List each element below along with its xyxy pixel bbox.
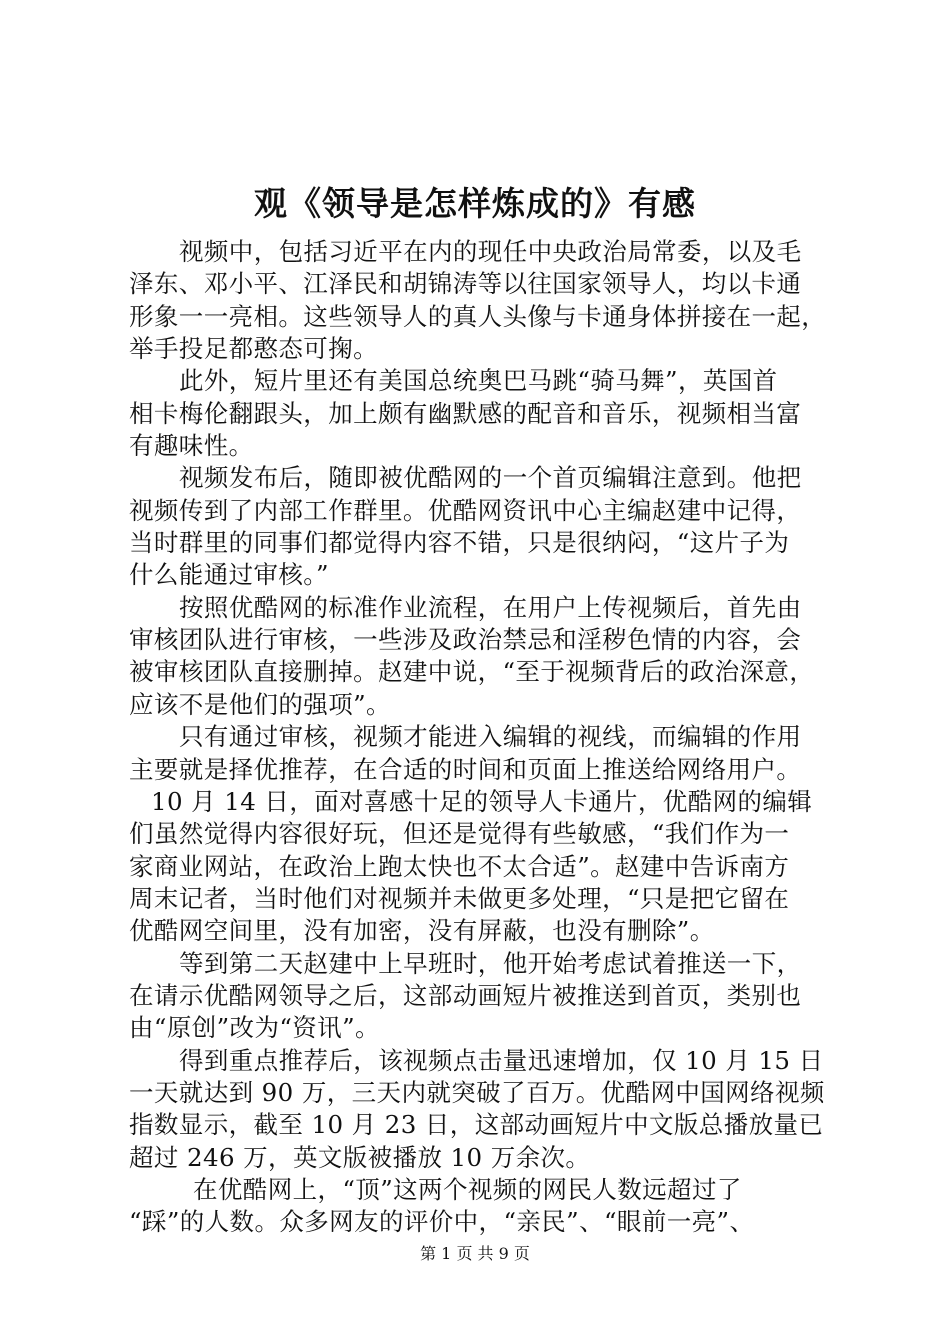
- text-line: 得到重点推荐后，该视频点击量迅速增加，仅 10 月 15 日: [179, 1045, 824, 1075]
- text-line: 审核团队进行审核，一些涉及政治禁忌和淫秽色情的内容，会: [129, 625, 802, 655]
- text-line: 当时群里的同事们都觉得内容不错，只是很纳闷，“这片子为: [129, 528, 790, 558]
- text-line: 举手投足都憨态可掬。: [129, 334, 378, 364]
- document-body: [129, 236, 839, 1239]
- text-line: 什么能通过审核。”: [129, 560, 329, 590]
- text-line: 们虽然觉得内容很好玩，但还是觉得有些敏感，“我们作为一: [129, 819, 790, 849]
- text-line: 周末记者，当时他们对视频并未做更多处理，“只是把它留在: [129, 883, 790, 913]
- text-line: 指数显示，截至 10 月 23 日，这部动画短片中文版总播放量已: [129, 1110, 824, 1140]
- text-line: 应该不是他们的强项”。: [129, 689, 391, 719]
- text-line: 由“原创”改为“资讯”。: [129, 1013, 380, 1043]
- text-line: 只有通过审核，视频才能进入编辑的视线，而编辑的作用: [179, 722, 802, 752]
- page-footer: 第 1 页 共 9 页: [420, 1244, 530, 1263]
- text-line: 泽东、邓小平、江泽民和胡锦涛等以往国家领导人，均以卡通: [129, 269, 802, 299]
- text-line: 10 月 14 日，面对喜感十足的领导人卡通片，优酷网的编辑: [151, 786, 813, 816]
- text-line: 主要就是择优推荐，在合适的时间和页面上推送给网络用户。: [129, 754, 802, 784]
- text-line: 有趣味性。: [129, 431, 254, 461]
- text-line: 家商业网站，在政治上跑太快也不太合适”。赵建中告诉南方: [129, 851, 790, 881]
- text-line: 优酷网空间里，没有加密，没有屏蔽，也没有删除”。: [129, 916, 715, 946]
- text-line: 在优酷网上，“顶”这两个视频的网民人数远超过了: [193, 1174, 742, 1204]
- text-line: 一天就达到 90 万，三天内就突破了百万。优酷网中国网络视频: [129, 1077, 825, 1107]
- text-line: 形象一一亮相。这些领导人的真人头像与卡通身体拼接在一起，: [129, 301, 827, 331]
- text-line: 超过 246 万，英文版被播放 10 万余次。: [129, 1142, 591, 1172]
- text-line: 被审核团队直接删掉。赵建中说，“至于视频背后的政治深意，: [129, 657, 815, 687]
- text-line: 在请示优酷网领导之后，这部动画短片被推送到首页，类别也: [129, 980, 802, 1010]
- text-line: 此外，短片里还有美国总统奥巴马跳“骑马舞”，英国首: [179, 366, 778, 396]
- text-line: 相卡梅伦翻跟头，加上颇有幽默感的配音和音乐，视频相当富: [129, 398, 802, 428]
- text-line: 按照优酷网的标准作业流程，在用户上传视频后，首先由: [179, 592, 802, 622]
- text-line: 视频传到了内部工作群里。优酷网资讯中心主编赵建中记得，: [129, 495, 802, 525]
- text-line: 视频中，包括习近平在内的现任中央政治局常委，以及毛: [179, 237, 802, 266]
- text-line: “踩”的人数。众多网友的评价中，“亲民”、“眼前一亮”、: [129, 1207, 755, 1237]
- text-line: 视频发布后，随即被优酷网的一个首页编辑注意到。他把: [179, 463, 802, 493]
- text-line: 等到第二天赵建中上早班时，他开始考虑试着推送一下，: [179, 948, 802, 978]
- document-title: 观《领导是怎样炼成的》有感: [254, 184, 696, 223]
